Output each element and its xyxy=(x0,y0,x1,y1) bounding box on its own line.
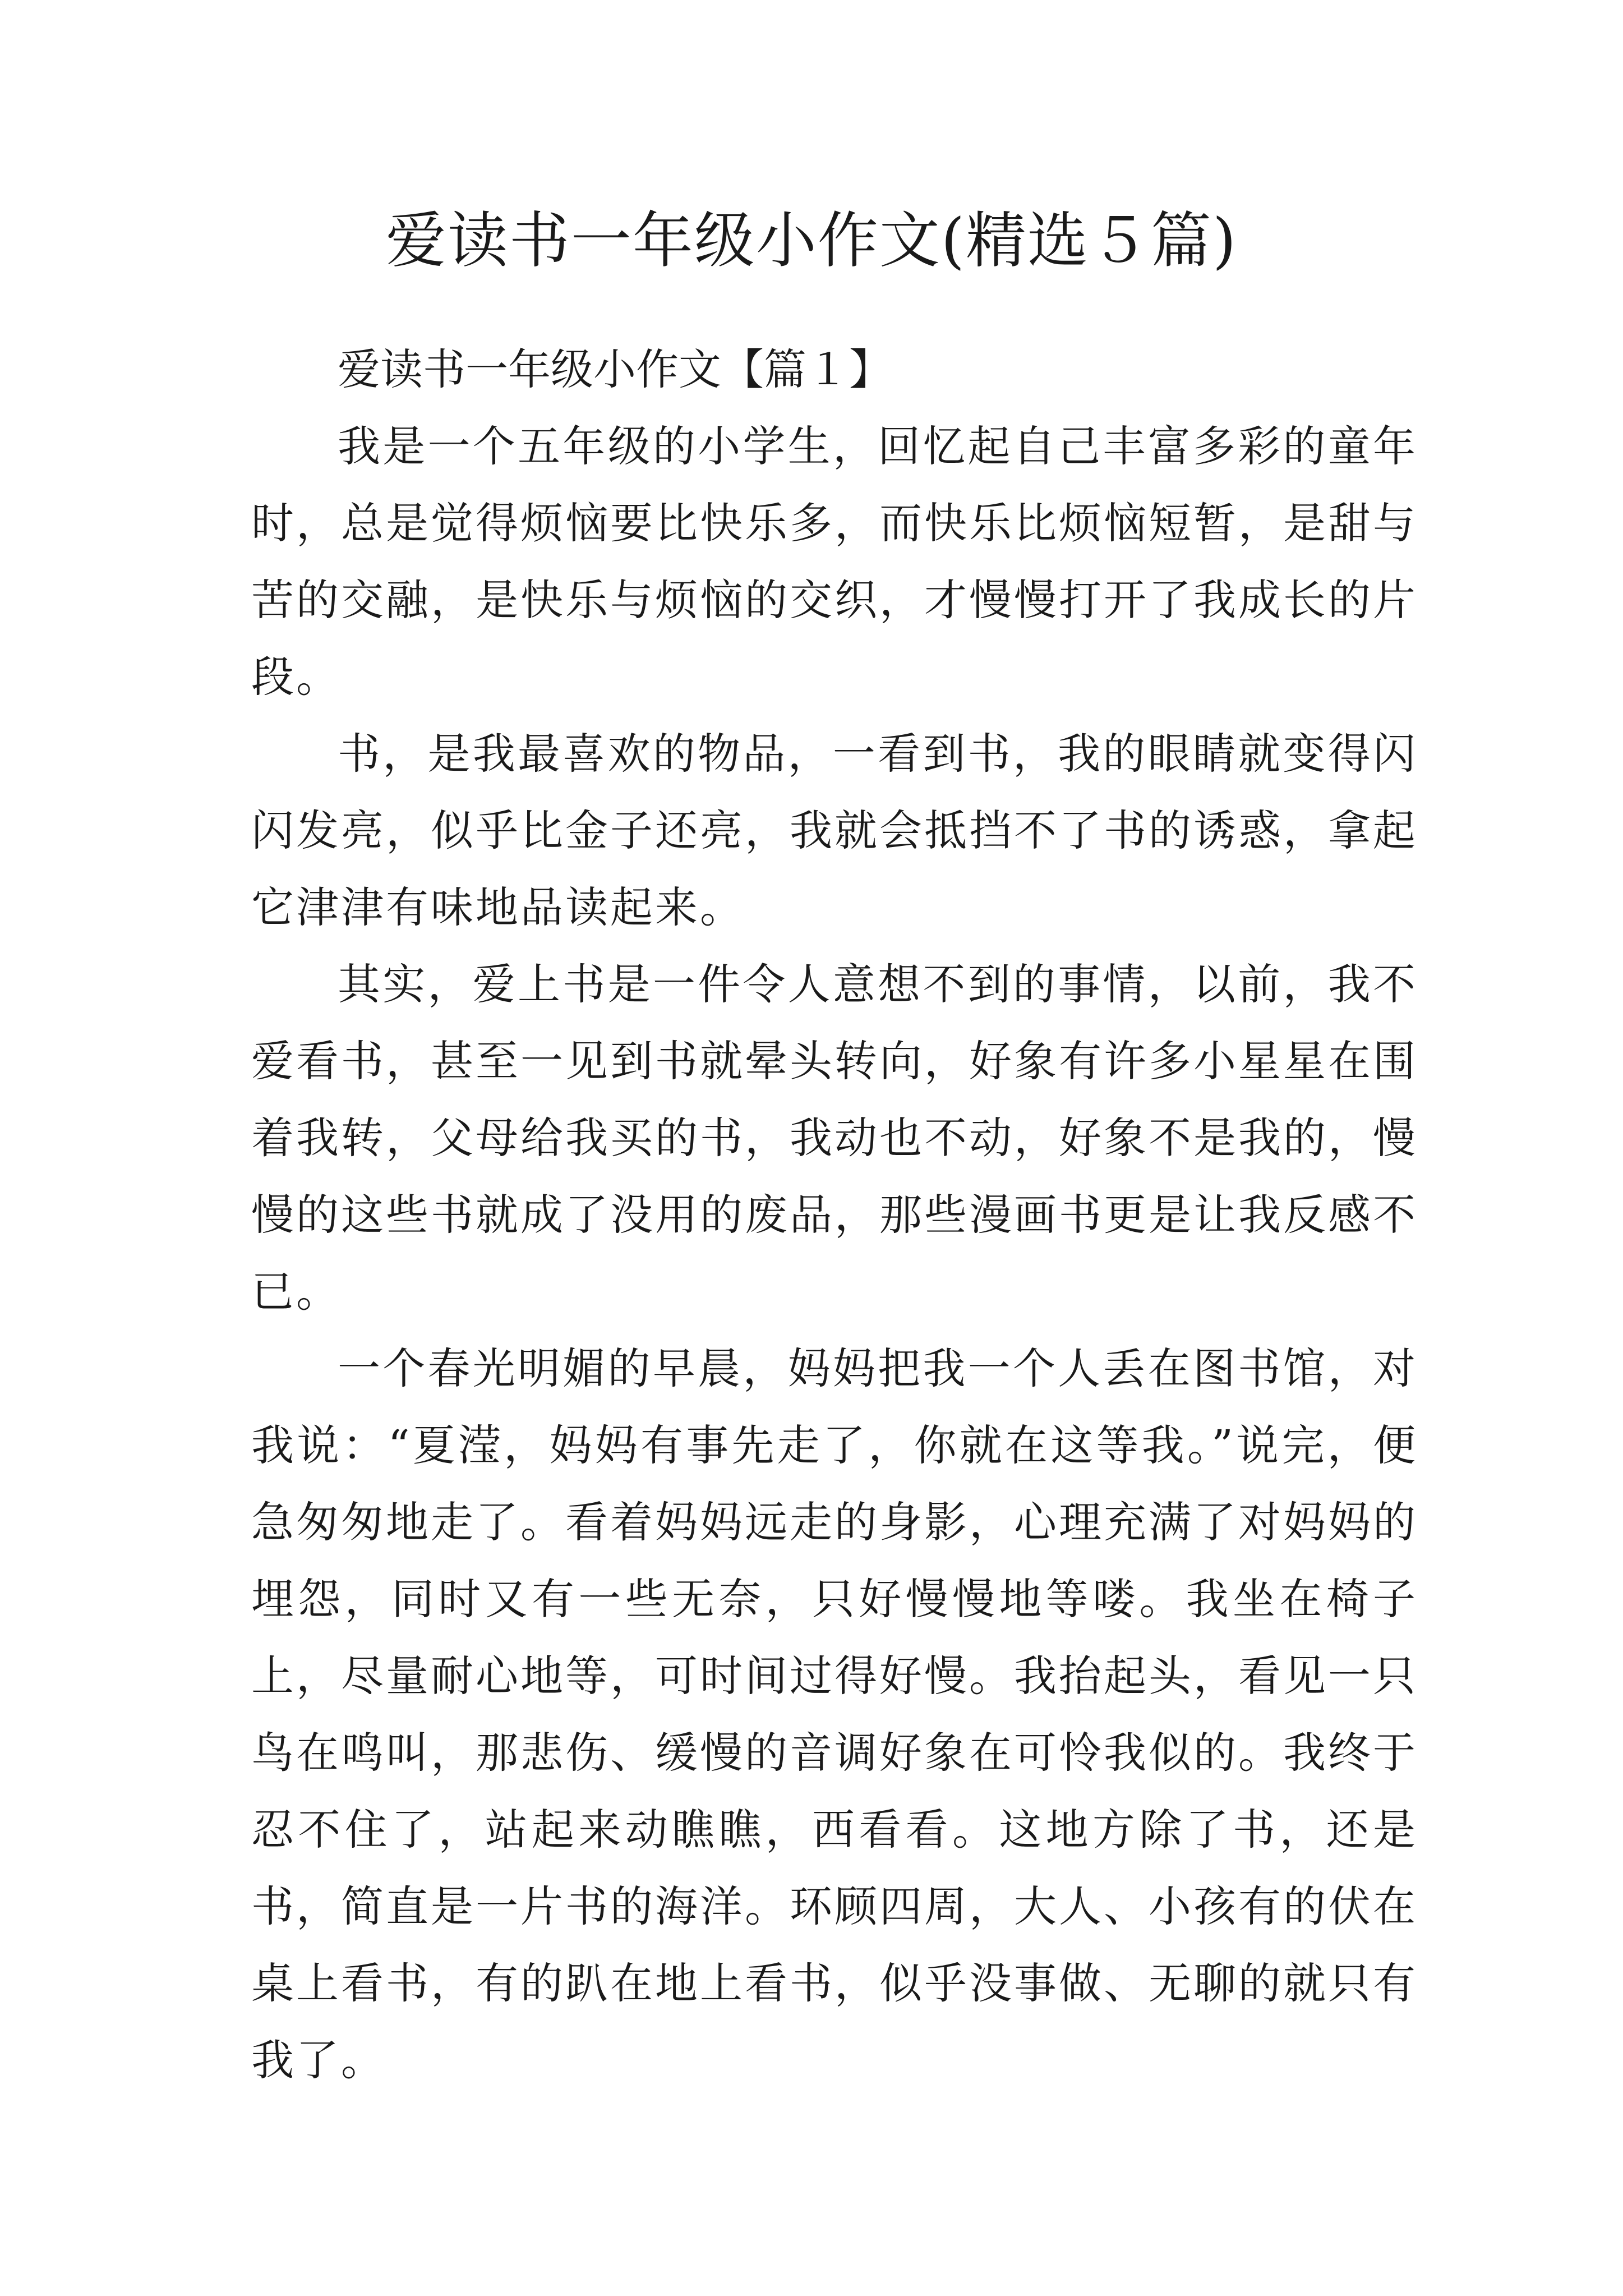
document-title: 爱读书一年级小作文(精选５篇) xyxy=(385,206,1238,276)
paragraph: 其实，爱上书是一件令人意想不到的事情，以前，我不爱看书，甚至一见到书就晕头转向，好象有许多小星星在围着我转，父母给我买的书，我动也不动，好象不是我的，慢慢的这些书就成了没用的废品，那些漫画书更是让我反感不已。 xyxy=(251,959,1418,1317)
paragraph: 我是一个五年级的小学生，回忆起自己丰富多彩的童年时，总是觉得烦恼要比快乐多，而快乐比烦恼短暂，是甜与苦的交融，是快乐与烦恼的交织，才慢慢打开了我成长的片段。 xyxy=(251,421,1418,702)
paragraph: 书，是我最喜欢的物品，一看到书，我的眼睛就变得闪闪发亮，似乎比金子还亮，我就会抵挡不了书的诱惑，拿起它津津有味地品读起来。 xyxy=(251,729,1418,932)
paragraph: 一个春光明媚的早晨，妈妈把我一个人丢在图书馆，对我说：“夏滢，妈妈有事先走了，你就在这等我。”说完，便急匆匆地走了。看着妈妈远走的身影，心理充满了对妈妈的埋怨，同时又有一些无奈，只好慢慢地等喽。我坐在椅子上，尽量耐心地等，可时间过得好慢。我抬起头，看见一只鸟在鸣叫，那悲伤、缓慢的音调好象在可怜我似的。我终于忍不住了，站起来动瞧瞧，西看看。这地方除了书，还是书，简直是一片书的海洋。环顾四周，大人、小孩有的伏在桌上看书，有的趴在地上看书，似乎没事做、无聊的就只有我了。 xyxy=(251,1343,1418,2085)
section-heading: 爱读书一年级小作文【篇１】 xyxy=(338,344,892,394)
document-body xyxy=(251,331,1418,2099)
